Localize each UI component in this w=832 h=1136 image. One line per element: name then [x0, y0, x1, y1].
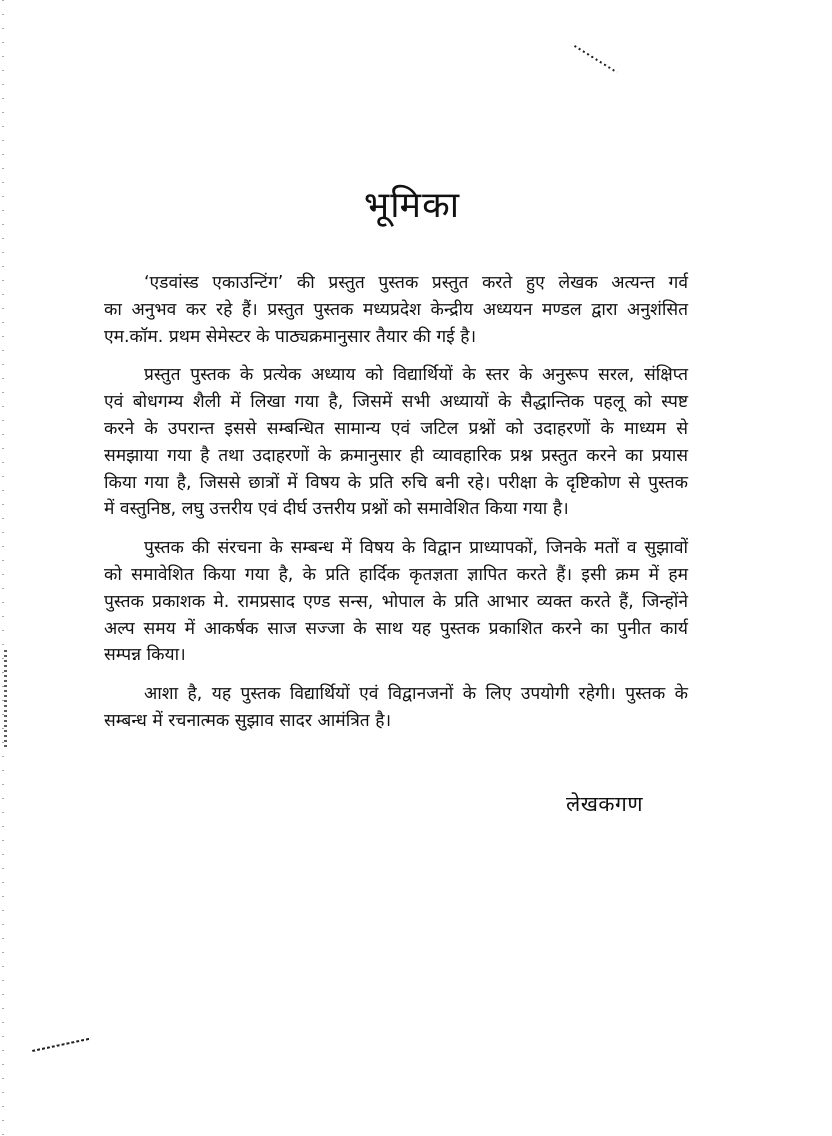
signature: लेखकगण [566, 792, 644, 816]
text-line: सम्बन्ध में रचनात्मक सुझाव सादर आमंत्रित है। [104, 710, 392, 731]
text-line: का अनुभव कर रहे हैं। प्रस्तुत पुस्तक मध्यप्रदेश केन्द्रीय अध्ययन मण्डल द्वारा अनुशंसित [104, 299, 688, 320]
text-line: समझाया गया है तथा उदाहरणों के क्रमानुसार ही व्यावहारिक प्रश्न प्रस्तुत करने का प्रयास [104, 445, 688, 466]
text-line: अल्प समय में आकर्षक साज सज्जा के साथ यह पुस्तक प्रकाशित करने का पुनीत कार्य [104, 618, 688, 639]
text-line: पुस्तक की संरचना के सम्बन्ध में विषय के विद्वान प्राध्यापकों, जिनके मतों व सुझावों [144, 538, 688, 559]
paragraph-4 [104, 681, 688, 735]
text-line: किया गया है, जिससे छात्रों में विषय के प्रति रुचि बनी रहे। परीक्षा के दृष्टिकोण से पुस्तक [104, 472, 688, 493]
page-title: भूमिका [363, 185, 461, 226]
text-line: प्रस्तुत पुस्तक के प्रत्येक अध्याय को विद्यार्थियों के स्तर के अनुरूप सरल, संक्षिप्त [144, 365, 688, 386]
scan-smudge-top [574, 45, 617, 73]
paragraph-3 [104, 535, 688, 669]
text-line: आशा है, यह पुस्तक विद्यार्थियों एवं विद्वानजनों के लिए उपयोगी रहेगी। पुस्तक के [144, 684, 688, 705]
text-line: ‘एडवांस्ड एकाउन्टिंग’ की प्रस्तुत पुस्तक प्रस्तुत करते हुए लेखक अत्यन्त गर्व [144, 273, 688, 293]
paragraph-2 [104, 362, 688, 523]
text-line: एवं बोधगम्य शैली में लिखा गया है, जिसमें सभी अध्यायों के सैद्धान्तिक पहलू को स्पष्ट [104, 392, 688, 413]
scan-edge-artifact [2, 0, 4, 1136]
text-line: एम.कॉम. प्रथम सेमेस्टर के पाठ्यक्रमानुसार तैयार की गई है। [104, 326, 477, 347]
text-line: पुस्तक प्रकाशक मे. रामप्रसाद एण्ड सन्स, भोपाल के प्रति आभार व्यक्त करते हैं, जिन्होंने [104, 591, 688, 612]
paragraph-1 [104, 270, 688, 350]
text-line: को समावेशित किया गया है, के प्रति हार्दिक कृतज्ञता ज्ञापित करते हैं। इसी क्रम में हम [104, 564, 688, 585]
text-line: सम्पन्न किया। [104, 645, 186, 666]
text-line: करने के उपरान्त इससे सम्बन्धित सामान्य एवं जटिल प्रश्नों को उदाहरणों के माध्यम से [104, 418, 688, 439]
preface-body [104, 270, 688, 747]
text-line: में वस्तुनिष्ठ, लघु उत्तरीय एवं दीर्घ उत्तरीय प्रश्नों को समावेशित किया गया है। [104, 499, 569, 520]
scan-smudge-bottom [32, 1038, 91, 1052]
scan-edge-mark [4, 650, 7, 750]
